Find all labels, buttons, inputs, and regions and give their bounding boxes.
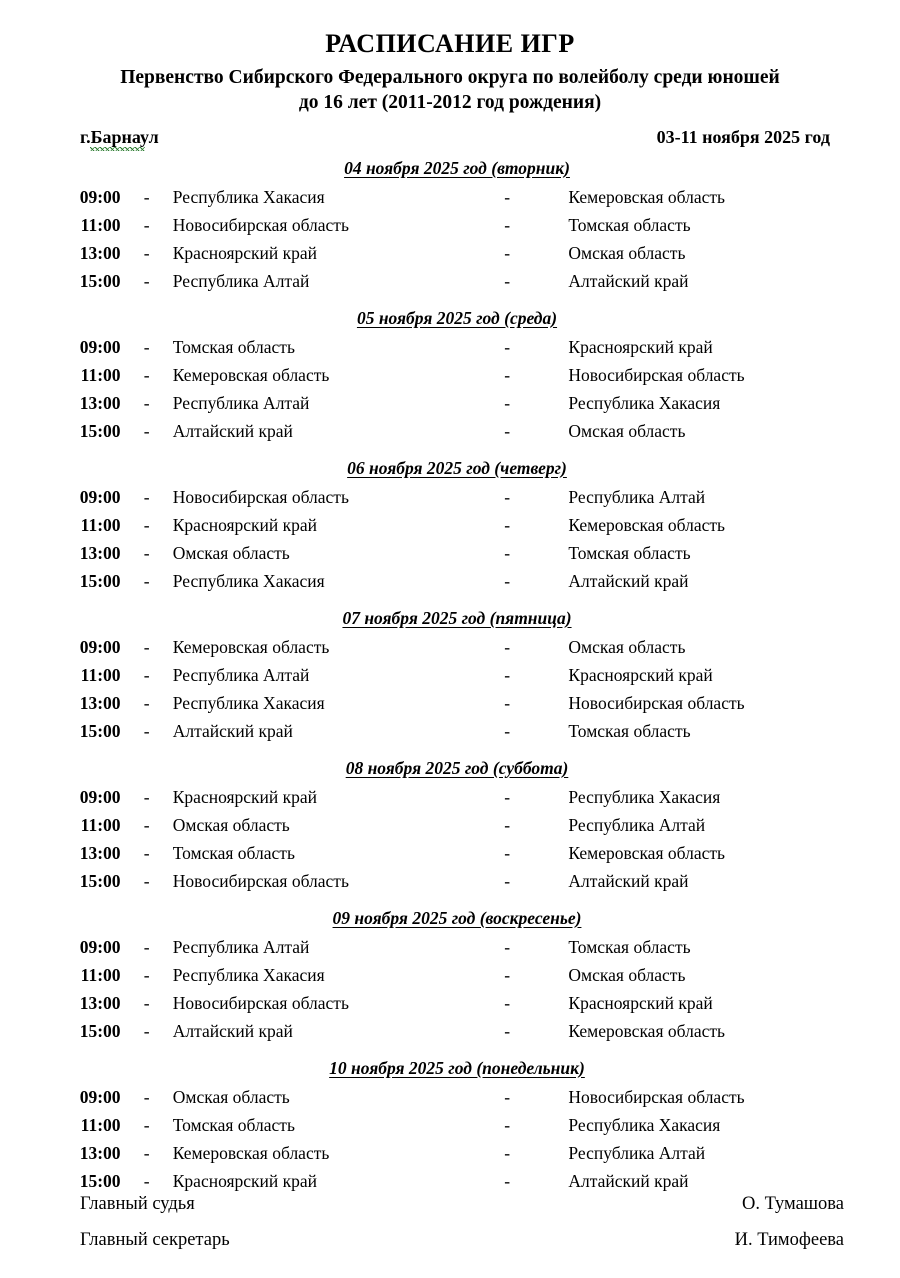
table-row bbox=[0, 783, 900, 811]
separator-dash: - bbox=[504, 1020, 511, 1041]
team-home: Томская область bbox=[172, 842, 295, 863]
separator-dash: - bbox=[504, 692, 511, 713]
day-block bbox=[0, 308, 900, 445]
game-time: 13:00 bbox=[79, 692, 121, 713]
team-home: Кемеровская область bbox=[172, 364, 330, 385]
separator-dash: - bbox=[504, 364, 511, 385]
separator-dash: - bbox=[504, 336, 511, 357]
team-home: Красноярский край bbox=[172, 242, 318, 263]
game-time: 13:00 bbox=[79, 842, 121, 863]
separator-dash: - bbox=[504, 486, 511, 507]
signatures-container bbox=[0, 1186, 900, 1258]
separator-dash: - bbox=[143, 1170, 150, 1191]
separator-dash: - bbox=[143, 964, 150, 985]
day-block bbox=[0, 608, 900, 745]
separator-dash: - bbox=[143, 664, 150, 685]
signature-row bbox=[80, 1222, 844, 1258]
team-home: Республика Хакасия bbox=[172, 692, 325, 713]
game-time: 11:00 bbox=[80, 664, 121, 685]
table-row bbox=[0, 417, 900, 445]
team-away: Республика Алтай bbox=[568, 486, 706, 507]
signature-name: О. Тумашова bbox=[742, 1194, 844, 1214]
table-row bbox=[0, 567, 900, 595]
team-away: Томская область bbox=[568, 936, 691, 957]
games-table bbox=[0, 933, 900, 1045]
table-row bbox=[0, 1017, 900, 1045]
team-away: Республика Хакасия bbox=[568, 786, 721, 807]
games-table bbox=[0, 783, 900, 895]
separator-dash: - bbox=[143, 842, 150, 863]
team-home: Новосибирская область bbox=[172, 486, 349, 507]
team-away: Омская область bbox=[568, 964, 686, 985]
separator-dash: - bbox=[143, 1086, 150, 1107]
table-row bbox=[0, 267, 900, 295]
separator-dash: - bbox=[504, 636, 511, 657]
separator-dash: - bbox=[504, 1170, 511, 1191]
day-block bbox=[0, 758, 900, 895]
table-row bbox=[0, 989, 900, 1017]
days-container bbox=[0, 158, 900, 1195]
team-away: Красноярский край bbox=[568, 336, 713, 357]
separator-dash: - bbox=[143, 786, 150, 807]
team-home: Новосибирская область bbox=[172, 214, 349, 235]
team-away: Республика Хакасия bbox=[568, 1114, 721, 1135]
separator-dash: - bbox=[143, 186, 150, 207]
team-away: Кемеровская область bbox=[568, 842, 725, 863]
games-table bbox=[0, 1083, 900, 1195]
table-row bbox=[0, 239, 900, 267]
separator-dash: - bbox=[504, 1142, 511, 1163]
table-row bbox=[0, 1083, 900, 1111]
signature-row bbox=[80, 1186, 844, 1222]
team-home: Красноярский край bbox=[172, 514, 318, 535]
game-time: 15:00 bbox=[79, 720, 121, 741]
date-range-label: 03-11 ноября 2025 год bbox=[656, 126, 830, 147]
separator-dash: - bbox=[143, 270, 150, 291]
team-home: Томская область bbox=[172, 1114, 295, 1135]
game-time: 13:00 bbox=[79, 392, 121, 413]
games-table bbox=[0, 333, 900, 445]
table-row bbox=[0, 483, 900, 511]
team-away: Алтайский край bbox=[568, 570, 689, 591]
separator-dash: - bbox=[504, 992, 511, 1013]
team-away: Республика Алтай bbox=[568, 814, 706, 835]
separator-dash: - bbox=[143, 570, 150, 591]
game-time: 09:00 bbox=[79, 486, 121, 507]
game-time: 13:00 bbox=[79, 992, 121, 1013]
table-row bbox=[0, 389, 900, 417]
separator-dash: - bbox=[504, 664, 511, 685]
team-away: Новосибирская область bbox=[568, 364, 745, 385]
separator-dash: - bbox=[143, 992, 150, 1013]
spellcheck-squiggle-underline bbox=[90, 147, 145, 151]
day-title: 07 ноября 2025 год (пятница) bbox=[342, 607, 572, 628]
subtitle-line-2: до 16 лет (2011-2012 год рождения) bbox=[298, 91, 602, 113]
table-row bbox=[0, 1139, 900, 1167]
team-away: Кемеровская область bbox=[568, 1020, 725, 1041]
game-time: 11:00 bbox=[80, 1114, 121, 1135]
separator-dash: - bbox=[143, 1020, 150, 1041]
team-home: Республика Хакасия bbox=[172, 964, 325, 985]
table-row bbox=[0, 933, 900, 961]
separator-dash: - bbox=[143, 392, 150, 413]
table-row bbox=[0, 511, 900, 539]
team-home: Алтайский край bbox=[172, 1020, 293, 1041]
team-home: Алтайский край bbox=[172, 720, 293, 741]
separator-dash: - bbox=[504, 514, 511, 535]
game-time: 09:00 bbox=[79, 786, 121, 807]
separator-dash: - bbox=[143, 336, 150, 357]
separator-dash: - bbox=[504, 842, 511, 863]
team-home: Красноярский край bbox=[172, 786, 318, 807]
separator-dash: - bbox=[143, 214, 150, 235]
game-time: 11:00 bbox=[80, 814, 121, 835]
day-block bbox=[0, 1058, 900, 1195]
team-home: Алтайский край bbox=[172, 420, 293, 441]
games-table bbox=[0, 483, 900, 595]
team-home: Омская область bbox=[172, 814, 290, 835]
games-table bbox=[0, 183, 900, 295]
separator-dash: - bbox=[504, 542, 511, 563]
city-label bbox=[80, 127, 159, 150]
team-away: Алтайский край bbox=[568, 870, 689, 891]
team-away: Кемеровская область bbox=[568, 514, 725, 535]
team-away: Омская область bbox=[568, 420, 686, 441]
game-time: 09:00 bbox=[79, 186, 121, 207]
team-away: Красноярский край bbox=[568, 992, 713, 1013]
separator-dash: - bbox=[504, 270, 511, 291]
separator-dash: - bbox=[143, 1142, 150, 1163]
separator-dash: - bbox=[143, 486, 150, 507]
game-time: 15:00 bbox=[79, 420, 121, 441]
separator-dash: - bbox=[504, 1114, 511, 1135]
day-title: 04 ноября 2025 год (вторник) bbox=[344, 157, 570, 178]
day-title: 10 ноября 2025 год (понедельник) bbox=[329, 1057, 585, 1078]
subtitle-line-1: Первенство Сибирского Федерального округа по волейболу среди юношей bbox=[120, 66, 780, 88]
signatures-footer bbox=[0, 1186, 900, 1258]
table-row bbox=[0, 867, 900, 895]
team-away: Томская область bbox=[568, 214, 691, 235]
table-row bbox=[0, 811, 900, 839]
separator-dash: - bbox=[143, 542, 150, 563]
team-away: Алтайский край bbox=[568, 1170, 689, 1191]
game-time: 11:00 bbox=[80, 364, 121, 385]
team-away: Томская область bbox=[568, 720, 691, 741]
games-table bbox=[0, 633, 900, 745]
team-away: Новосибирская область bbox=[568, 692, 745, 713]
team-away: Республика Алтай bbox=[568, 1142, 706, 1163]
game-time: 13:00 bbox=[79, 1142, 121, 1163]
separator-dash: - bbox=[143, 242, 150, 263]
game-time: 15:00 bbox=[79, 270, 121, 291]
team-home: Новосибирская область bbox=[172, 992, 349, 1013]
team-away: Кемеровская область bbox=[568, 186, 725, 207]
team-away: Республика Хакасия bbox=[568, 392, 721, 413]
separator-dash: - bbox=[504, 870, 511, 891]
signature-role: Главный судья bbox=[80, 1194, 195, 1214]
team-away: Алтайский край bbox=[568, 270, 689, 291]
game-time: 15:00 bbox=[79, 570, 121, 591]
team-away: Томская область bbox=[568, 542, 691, 563]
separator-dash: - bbox=[143, 720, 150, 741]
separator-dash: - bbox=[504, 570, 511, 591]
team-home: Республика Алтай bbox=[172, 392, 310, 413]
team-home: Республика Алтай bbox=[172, 270, 310, 291]
separator-dash: - bbox=[143, 514, 150, 535]
separator-dash: - bbox=[504, 814, 511, 835]
game-time: 15:00 bbox=[79, 1020, 121, 1041]
game-time: 09:00 bbox=[79, 1086, 121, 1107]
game-time: 11:00 bbox=[80, 214, 121, 235]
table-row bbox=[0, 333, 900, 361]
separator-dash: - bbox=[504, 936, 511, 957]
day-title: 06 ноября 2025 год (четверг) bbox=[347, 457, 567, 478]
table-row bbox=[0, 717, 900, 745]
team-home: Красноярский край bbox=[172, 1170, 318, 1191]
separator-dash: - bbox=[143, 936, 150, 957]
separator-dash: - bbox=[504, 214, 511, 235]
team-away: Красноярский край bbox=[568, 664, 713, 685]
table-row bbox=[0, 539, 900, 567]
team-home: Новосибирская область bbox=[172, 870, 349, 891]
game-time: 09:00 bbox=[79, 636, 121, 657]
game-time: 09:00 bbox=[79, 336, 121, 357]
table-row bbox=[0, 661, 900, 689]
table-row bbox=[0, 361, 900, 389]
separator-dash: - bbox=[143, 814, 150, 835]
document-meta-row bbox=[80, 127, 830, 150]
signature-name: И. Тимофеева bbox=[734, 1230, 844, 1250]
signature-role: Главный секретарь bbox=[80, 1230, 230, 1250]
team-home: Кемеровская область bbox=[172, 636, 330, 657]
day-block bbox=[0, 158, 900, 295]
separator-dash: - bbox=[504, 964, 511, 985]
day-block bbox=[0, 458, 900, 595]
game-time: 13:00 bbox=[79, 542, 121, 563]
team-home: Республика Алтай bbox=[172, 936, 310, 957]
page-title: РАСПИСАНИЕ ИГР bbox=[325, 29, 575, 58]
separator-dash: - bbox=[504, 420, 511, 441]
table-row bbox=[0, 211, 900, 239]
game-time: 11:00 bbox=[80, 964, 121, 985]
separator-dash: - bbox=[143, 870, 150, 891]
day-title: 08 ноября 2025 год (суббота) bbox=[345, 757, 569, 778]
separator-dash: - bbox=[143, 692, 150, 713]
table-row bbox=[0, 633, 900, 661]
day-title: 05 ноября 2025 год (среда) bbox=[356, 307, 558, 328]
separator-dash: - bbox=[143, 636, 150, 657]
separator-dash: - bbox=[504, 186, 511, 207]
document-subtitle bbox=[50, 66, 850, 116]
table-row bbox=[0, 1111, 900, 1139]
game-time: 15:00 bbox=[79, 1170, 121, 1191]
team-home: Республика Алтай bbox=[172, 664, 310, 685]
team-home: Омская область bbox=[172, 1086, 290, 1107]
separator-dash: - bbox=[143, 364, 150, 385]
team-away: Омская область bbox=[568, 636, 686, 657]
separator-dash: - bbox=[504, 392, 511, 413]
separator-dash: - bbox=[504, 242, 511, 263]
team-home: Омская область bbox=[172, 542, 290, 563]
separator-dash: - bbox=[143, 420, 150, 441]
game-time: 13:00 bbox=[79, 242, 121, 263]
team-away: Новосибирская область bbox=[568, 1086, 745, 1107]
table-row bbox=[0, 689, 900, 717]
city-text: г.Барнаул bbox=[80, 126, 159, 147]
team-home: Республика Хакасия bbox=[172, 186, 325, 207]
table-row bbox=[0, 839, 900, 867]
team-home: Кемеровская область bbox=[172, 1142, 330, 1163]
table-row bbox=[0, 961, 900, 989]
table-row bbox=[0, 183, 900, 211]
separator-dash: - bbox=[504, 786, 511, 807]
game-time: 11:00 bbox=[80, 514, 121, 535]
team-away: Омская область bbox=[568, 242, 686, 263]
separator-dash: - bbox=[143, 1114, 150, 1135]
day-title: 09 ноября 2025 год (воскресенье) bbox=[332, 907, 582, 928]
team-home: Республика Хакасия bbox=[172, 570, 325, 591]
game-time: 15:00 bbox=[79, 870, 121, 891]
separator-dash: - bbox=[504, 720, 511, 741]
team-home: Томская область bbox=[172, 336, 295, 357]
day-block bbox=[0, 908, 900, 1045]
separator-dash: - bbox=[504, 1086, 511, 1107]
game-time: 09:00 bbox=[79, 936, 121, 957]
